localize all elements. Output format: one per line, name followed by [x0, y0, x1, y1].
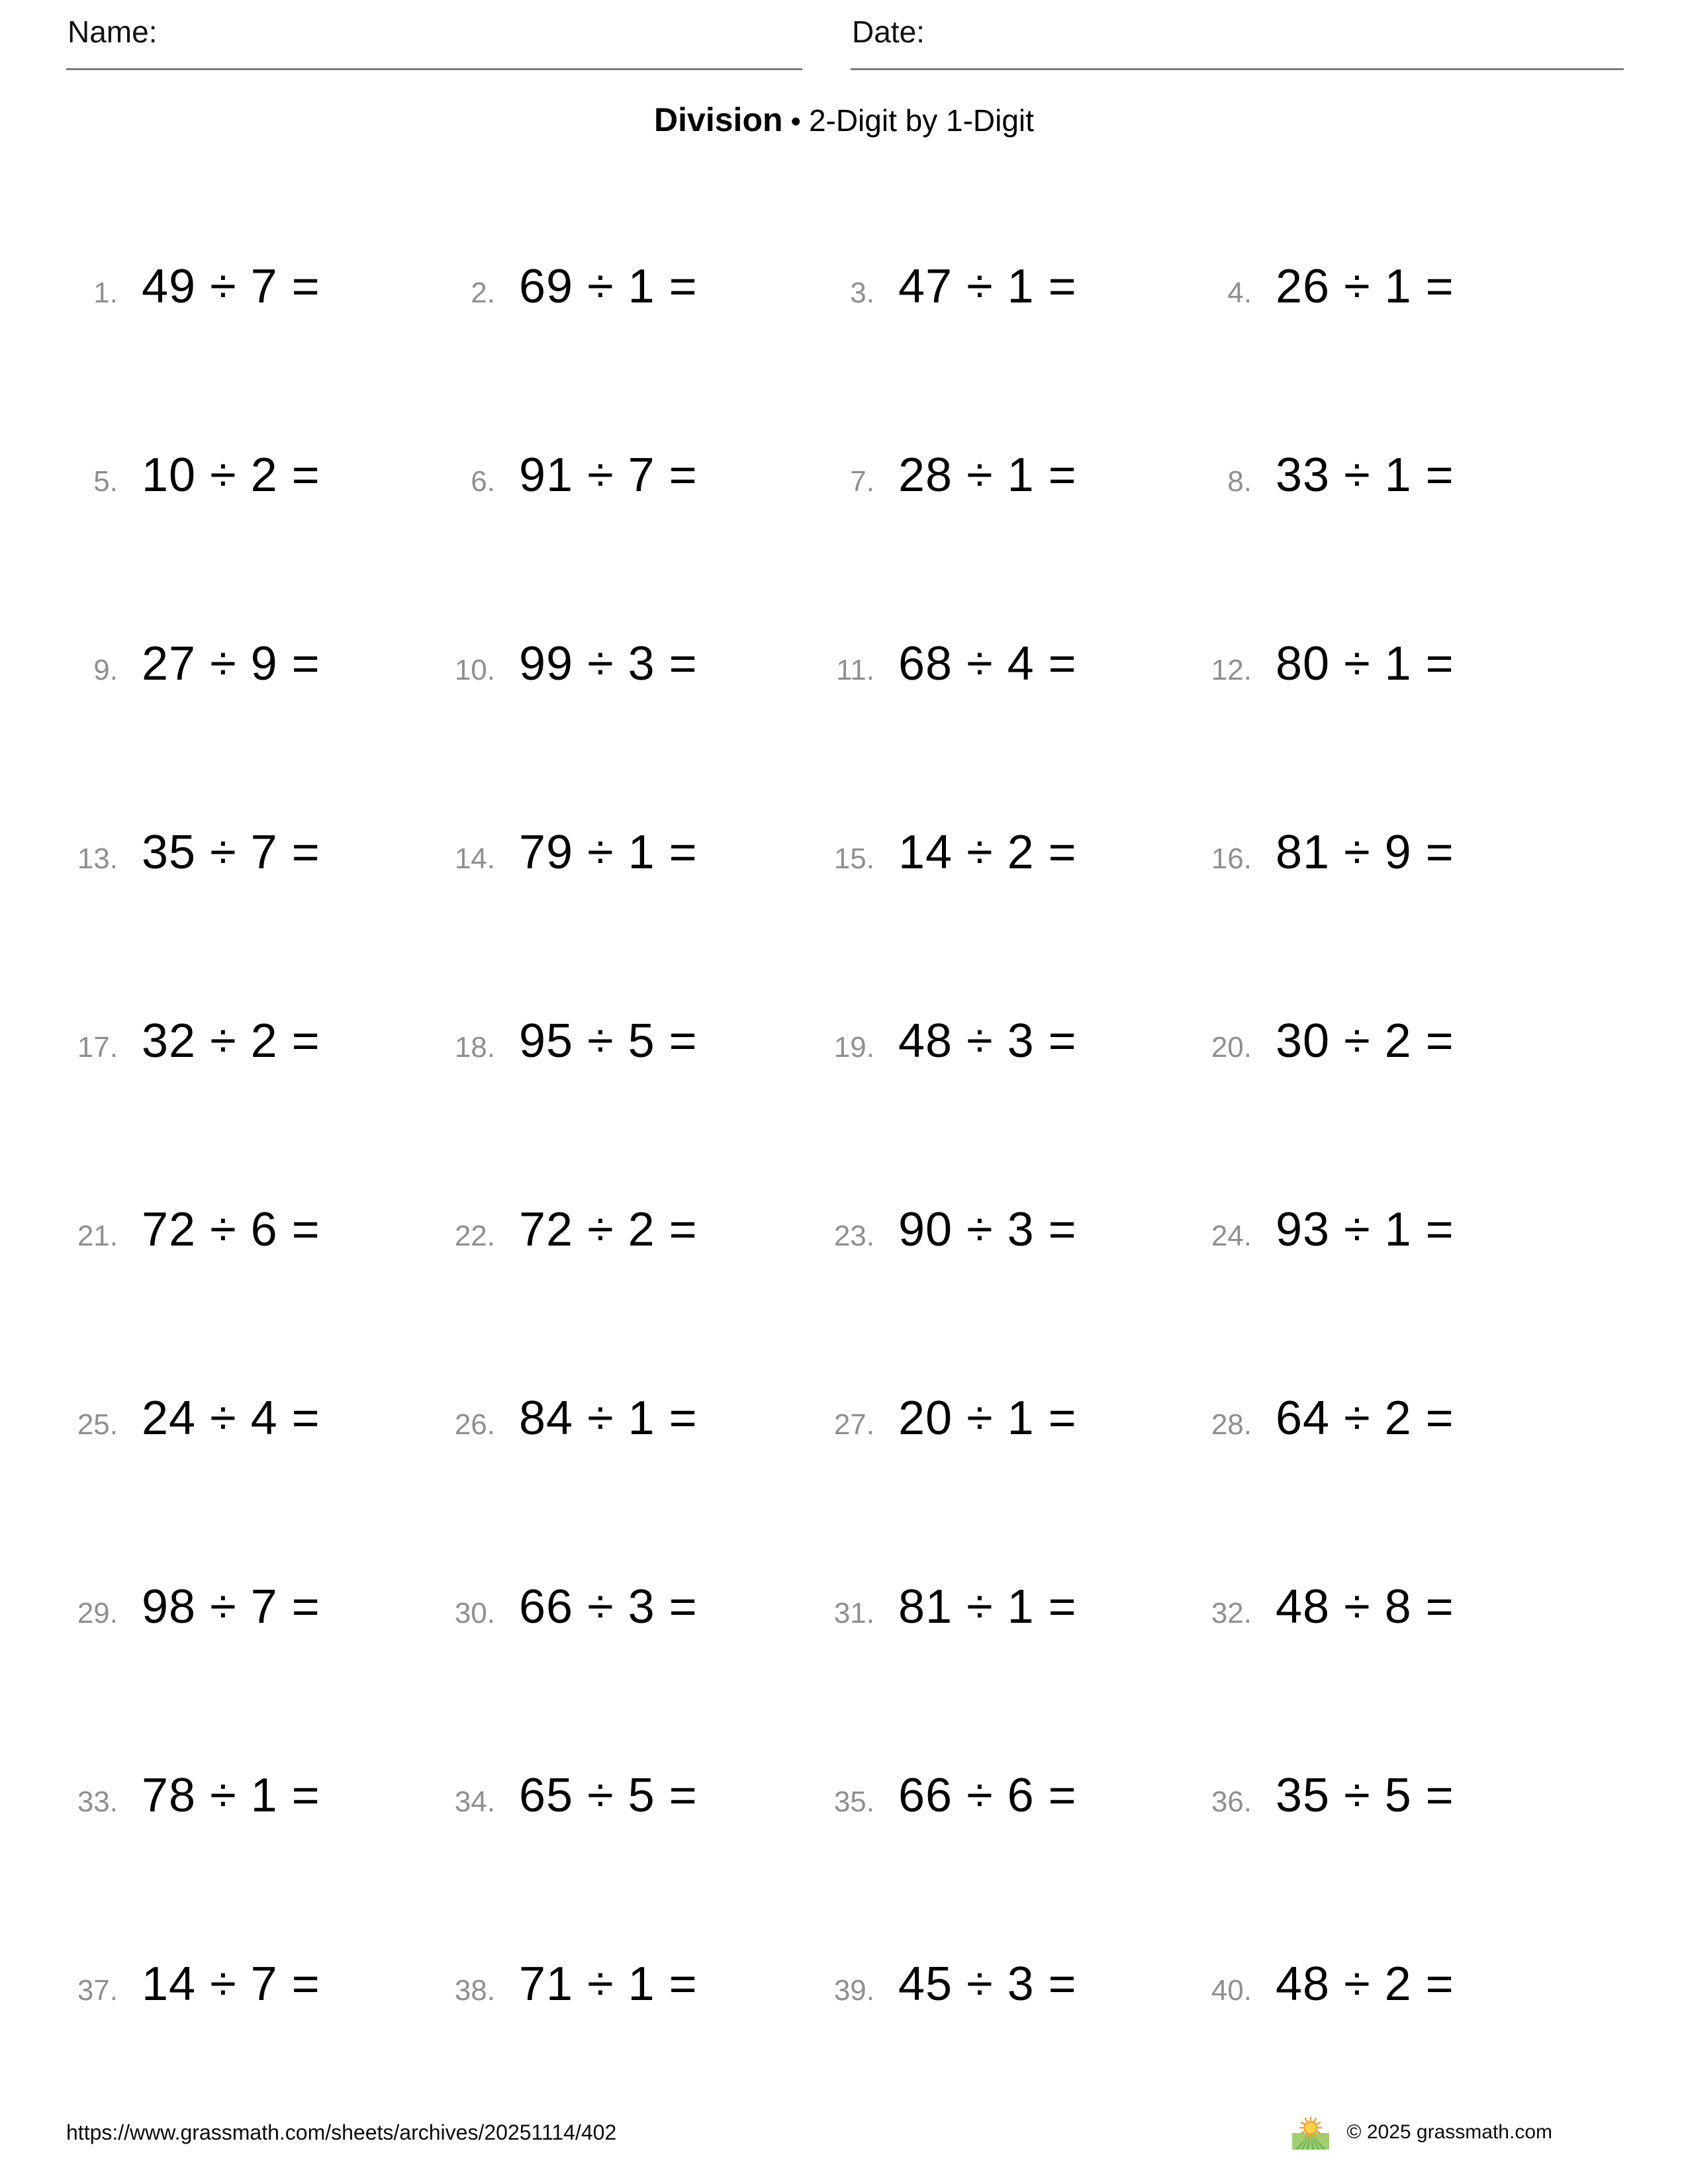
problem-cell: [1200, 1014, 1577, 1203]
problem-cell: [66, 1580, 444, 1768]
problem-number: 40.: [1211, 1974, 1252, 2007]
problem-cell: [1200, 1391, 1577, 1580]
problem-expression: 35 ÷ 5 =: [1276, 1769, 1454, 1822]
problem-expression: 80 ÷ 1 =: [1276, 637, 1454, 690]
problem-expression: 27 ÷ 9 =: [142, 637, 320, 690]
problem-expression: 72 ÷ 6 =: [142, 1203, 320, 1256]
problem-number: 26.: [454, 1408, 495, 1441]
problem-expression: 68 ÷ 4 =: [898, 637, 1077, 690]
problem-cell: [1200, 825, 1577, 1014]
problem-cell: [823, 259, 1200, 448]
problem-expression: 48 ÷ 8 =: [1276, 1580, 1454, 1633]
problem-expression: 84 ÷ 1 =: [519, 1392, 698, 1445]
problem-expression: 24 ÷ 4 =: [142, 1392, 320, 1445]
problem-number: 39.: [833, 1974, 874, 2007]
problem-cell: [1200, 637, 1577, 825]
page-title: [0, 101, 1688, 139]
problem-number: 5.: [93, 465, 118, 498]
problem-number: 33.: [77, 1786, 118, 1818]
problem-expression: 69 ÷ 1 =: [519, 260, 698, 313]
problem-cell: [444, 825, 823, 1014]
problem-expression: 79 ÷ 1 =: [519, 826, 698, 879]
problem-cell: [444, 448, 823, 637]
problem-expression: 93 ÷ 1 =: [1276, 1203, 1454, 1256]
problem-expression: 32 ÷ 2 =: [142, 1015, 320, 1068]
problem-number: 34.: [454, 1786, 495, 1818]
name-label: Name:: [68, 15, 158, 49]
problem-cell: [1200, 1203, 1577, 1391]
problem-cell: [66, 448, 444, 637]
problem-number: 10.: [454, 654, 495, 686]
problem-expression: 64 ÷ 2 =: [1276, 1392, 1454, 1445]
problem-number: 9.: [93, 654, 118, 686]
problem-number: 24.: [1211, 1220, 1252, 1252]
problem-number: 20.: [1211, 1031, 1252, 1064]
problem-expression: 95 ÷ 5 =: [519, 1015, 698, 1068]
problem-cell: [444, 1203, 823, 1391]
problem-number: 4.: [1227, 277, 1252, 309]
date-field: [851, 13, 1624, 70]
problem-expression: 47 ÷ 1 =: [898, 260, 1077, 313]
title-subtitle: 2-Digit by 1-Digit: [808, 103, 1034, 138]
problem-expression: 48 ÷ 3 =: [898, 1015, 1077, 1068]
grassmath-logo-icon: [1292, 2115, 1329, 2150]
problem-number: 1.: [93, 277, 118, 309]
problem-cell: [444, 1391, 823, 1580]
problem-expression: 81 ÷ 9 =: [1276, 826, 1454, 879]
problem-number: 16.: [1211, 842, 1252, 875]
problem-expression: 10 ÷ 2 =: [142, 449, 320, 502]
footer: [66, 2113, 1552, 2152]
problem-expression: 81 ÷ 1 =: [898, 1580, 1077, 1633]
problem-cell: [66, 1391, 444, 1580]
problem-number: 28.: [1211, 1408, 1252, 1441]
problem-cell: [823, 825, 1200, 1014]
problem-number: 25.: [77, 1408, 118, 1441]
title-separator: •: [790, 105, 801, 138]
problem-number: 12.: [1211, 654, 1252, 686]
date-label: Date:: [852, 15, 925, 49]
problem-number: 8.: [1227, 465, 1252, 498]
problem-expression: 98 ÷ 7 =: [142, 1580, 320, 1633]
problem-expression: 99 ÷ 3 =: [519, 637, 698, 690]
problem-number: 6.: [471, 465, 495, 498]
problem-expression: 14 ÷ 7 =: [142, 1958, 320, 2011]
problem-cell: [823, 1580, 1200, 1768]
problem-number: 19.: [833, 1031, 874, 1064]
problem-number: 36.: [1211, 1786, 1252, 1818]
problem-cell: [823, 1203, 1200, 1391]
problem-number: 3.: [850, 277, 874, 309]
problem-cell: [444, 259, 823, 448]
problem-expression: 49 ÷ 7 =: [142, 260, 320, 313]
problem-number: 21.: [77, 1220, 118, 1252]
problem-number: 38.: [454, 1974, 495, 2007]
problem-cell: [1200, 1768, 1577, 1957]
problem-number: 32.: [1211, 1597, 1252, 1629]
problem-expression: 33 ÷ 1 =: [1276, 449, 1454, 502]
footer-url: https://www.grassmath.com/sheets/archives/20251114/402: [66, 2120, 617, 2144]
problem-expression: 66 ÷ 6 =: [898, 1769, 1077, 1822]
problem-number: 15.: [833, 842, 874, 875]
problem-cell: [444, 1768, 823, 1957]
problem-number: 7.: [850, 465, 874, 498]
problem-cell: [1200, 448, 1577, 637]
problem-expression: 30 ÷ 2 =: [1276, 1015, 1454, 1068]
problem-cell: [444, 1580, 823, 1768]
problem-expression: 48 ÷ 2 =: [1276, 1958, 1454, 2011]
problem-number: 13.: [77, 842, 118, 875]
problem-cell: [444, 1014, 823, 1203]
problem-cell: [823, 637, 1200, 825]
problem-expression: 72 ÷ 2 =: [519, 1203, 698, 1256]
name-field: [66, 13, 802, 70]
problem-cell: [823, 1768, 1200, 1957]
problem-cell: [66, 1768, 444, 1957]
problem-cell: [1200, 259, 1577, 448]
problem-expression: 35 ÷ 7 =: [142, 826, 320, 879]
problem-expression: 26 ÷ 1 =: [1276, 260, 1454, 313]
problem-cell: [66, 1014, 444, 1203]
problem-expression: 45 ÷ 3 =: [898, 1958, 1077, 2011]
problem-number: 2.: [471, 277, 495, 309]
problem-expression: 91 ÷ 7 =: [519, 449, 698, 502]
problem-expression: 90 ÷ 3 =: [898, 1203, 1077, 1256]
problem-expression: 78 ÷ 1 =: [142, 1769, 320, 1822]
problem-expression: 65 ÷ 5 =: [519, 1769, 698, 1822]
problem-number: 22.: [454, 1220, 495, 1252]
problem-cell: [823, 448, 1200, 637]
title-main: Division: [654, 101, 783, 138]
problem-number: 27.: [833, 1408, 874, 1441]
problem-expression: 71 ÷ 1 =: [519, 1958, 698, 2011]
problem-cell: [66, 825, 444, 1014]
problem-number: 37.: [77, 1974, 118, 2007]
problem-number: 11.: [836, 654, 874, 686]
problem-number: 35.: [833, 1786, 874, 1818]
problem-number: 31.: [833, 1597, 874, 1629]
problem-number: 18.: [454, 1031, 495, 1064]
problem-expression: 14 ÷ 2 =: [898, 826, 1077, 879]
problem-expression: 28 ÷ 1 =: [898, 449, 1077, 502]
problem-cell: [823, 1391, 1200, 1580]
problem-cell: [1200, 1580, 1577, 1768]
problems-grid: [66, 259, 1577, 2146]
problem-number: 23.: [833, 1220, 874, 1252]
footer-brand: [1292, 2115, 1552, 2150]
problem-cell: [823, 1014, 1200, 1203]
problem-number: 29.: [77, 1597, 118, 1629]
problem-expression: 20 ÷ 1 =: [898, 1392, 1077, 1445]
footer-copyright: © 2025 grassmath.com: [1346, 2121, 1552, 2143]
problem-cell: [66, 1203, 444, 1391]
problem-cell: [66, 259, 444, 448]
problem-cell: [444, 637, 823, 825]
problem-cell: [66, 637, 444, 825]
problem-number: 14.: [454, 842, 495, 875]
problem-number: 17.: [77, 1031, 118, 1064]
problem-expression: 66 ÷ 3 =: [519, 1580, 698, 1633]
problem-number: 30.: [454, 1597, 495, 1629]
